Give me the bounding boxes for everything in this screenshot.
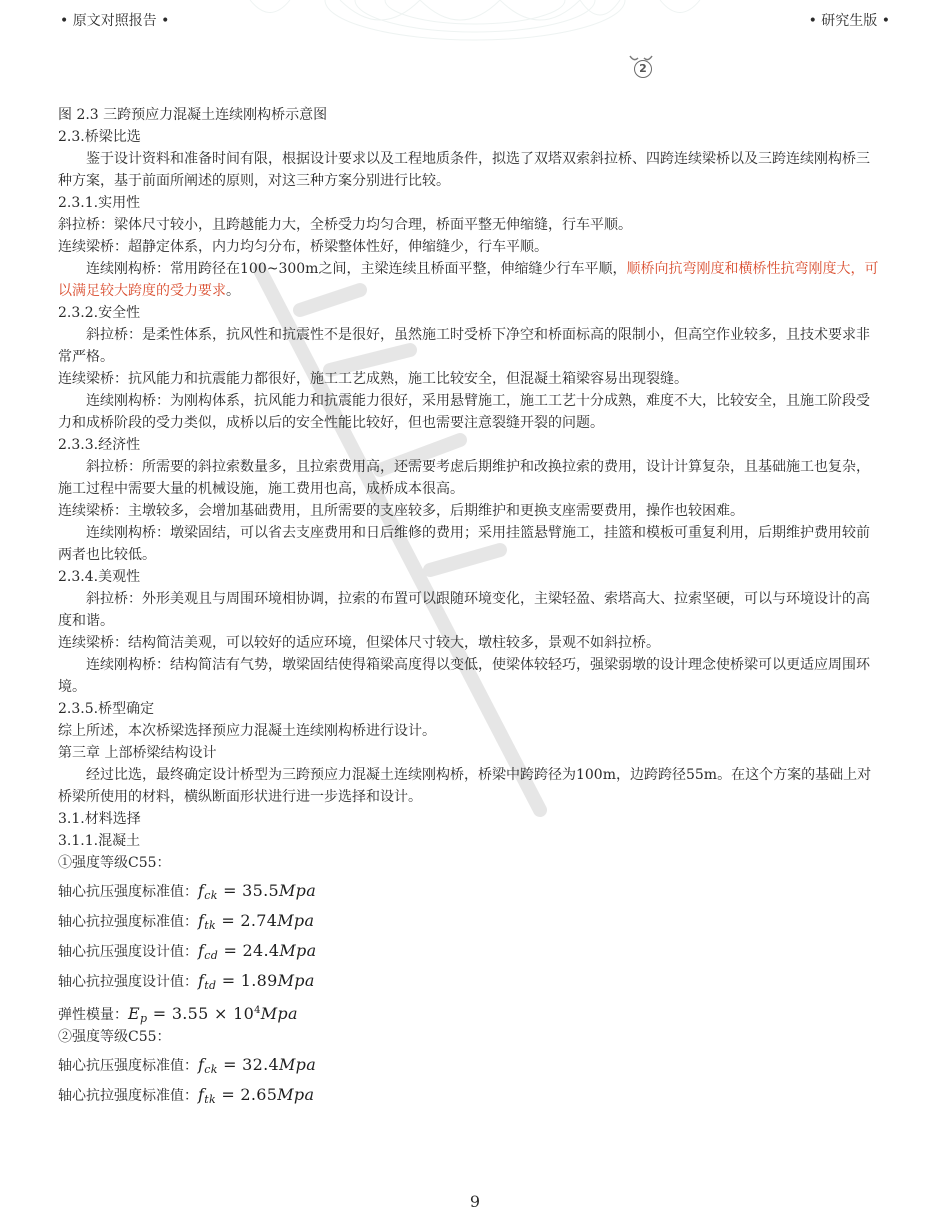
formula-expression: $f_{ck} = 32.4Mpa$ bbox=[198, 1055, 317, 1076]
highlighted-text: 顺桥向抗弯刚度和横桥性抗弯刚度大，可以满足较大跨度的受力要求 bbox=[58, 261, 879, 299]
section-heading: 3.1.材料选择 bbox=[58, 811, 141, 827]
formula-row bbox=[58, 1080, 880, 1110]
formula-label: 弹性模量： bbox=[58, 1007, 128, 1023]
formula-expression: $f_{ck} = 35.5Mpa$ bbox=[198, 881, 317, 902]
paragraph-econ-continuous: 连续梁桥：主墩较多，会增加基础费用，且所需要的支座较多，后期维护和更换支座需要费用，操作也较困难。 bbox=[58, 503, 744, 519]
paragraph-aes-cable: 斜拉桥：外形美观且与周围环境相协调，拉索的布置可以跟随环境变化，主梁轻盈、索塔高大、拉索坚硬，可以与环境设计的高度和谐。 bbox=[58, 591, 870, 629]
section-heading: 2.3.桥梁比选 bbox=[58, 129, 141, 145]
formula-row bbox=[58, 876, 880, 906]
paragraph-safety-cable: 斜拉桥：是柔性体系，抗风性和抗震性不是很好，虽然施工时受桥下净空和桥面标高的限制小，但高空作业较多，且技术要求非常严格。 bbox=[58, 327, 870, 365]
paragraph-econ-cable: 斜拉桥：所需要的斜拉索数量多，且拉索费用高，还需要考虑后期维护和改换拉索的费用，设计计算复杂，且基础施工也复杂，施工过程中需要大量的机械设施，施工费用也高，成桥成本很高。 bbox=[58, 459, 870, 497]
formula-expression: $f_{td} = 1.89Mpa$ bbox=[198, 971, 315, 992]
formula-label: 轴心抗拉强度标准值： bbox=[58, 914, 198, 930]
paragraph-tail: 。 bbox=[226, 283, 240, 299]
section-heading: 2.3.2.安全性 bbox=[58, 305, 141, 321]
paragraph-safety-rigid: 连续刚构桥：为刚构体系，抗风能力和抗震能力很好，采用悬臂施工，施工工艺十分成熟，难度不大，比较安全，且施工阶段受力和成桥阶段的受力类似，成桥以后的安全性能比较好，但也需要注意裂缝开裂的问题。 bbox=[58, 393, 870, 431]
section-heading: 2.3.1.实用性 bbox=[58, 195, 141, 211]
formula-label: 轴心抗压强度设计值： bbox=[58, 944, 198, 960]
formula-row bbox=[58, 1050, 880, 1080]
formula-expression: $f_{tk} = 2.65Mpa$ bbox=[198, 1085, 315, 1106]
paragraph-aes-rigid: 连续刚构桥：结构简洁有气势，墩梁固结使得箱梁高度得以变低，使梁体较轻巧，强梁弱墩的设计理念使桥梁可以更适应周围环境。 bbox=[58, 657, 870, 695]
section-heading: 2.3.4.美观性 bbox=[58, 569, 141, 585]
paragraph-safety-continuous: 连续梁桥：抗风能力和抗震能力都很好，施工工艺成熟，施工比较安全，但混凝土箱梁容易出现裂缝。 bbox=[58, 371, 688, 387]
grade-label: ①强度等级C55： bbox=[58, 855, 171, 871]
formula-label: 轴心抗压强度标准值： bbox=[58, 884, 198, 900]
formula-row bbox=[58, 936, 880, 966]
section-heading: 2.3.5.桥型确定 bbox=[58, 701, 155, 717]
formula-label: 轴心抗拉强度标准值： bbox=[58, 1088, 198, 1104]
formula-row bbox=[58, 966, 880, 996]
formula-row bbox=[58, 996, 880, 1026]
paragraph-practical-continuous: 连续梁桥：超静定体系，内力均匀分布，桥梁整体性好，伸缩缝少，行车平顺。 bbox=[58, 239, 548, 255]
paragraph-practical-rigid bbox=[58, 258, 880, 302]
chapter-title: 第三章 上部桥梁结构设计 bbox=[58, 745, 217, 761]
formula-expression: $f_{cd} = 24.4Mpa$ bbox=[198, 941, 317, 962]
report-type-label: • 原文对照报告 • bbox=[60, 13, 170, 29]
formula-label: 轴心抗压强度标准值： bbox=[58, 1058, 198, 1074]
paragraph-chapter-intro: 经过比选，最终确定设计桥型为三跨预应力混凝土连续刚构桥，桥梁中跨跨径为100m，边跨跨径55m。在这个方案的基础上对桥梁所使用的材料，横纵断面形状进行进一步选择和设计。 bbox=[58, 767, 872, 805]
paragraph-econ-rigid: 连续刚构桥：墩梁固结，可以省去支座费用和日后维修的费用；采用挂篮悬臂施工，挂篮和模板可重复利用，后期维护费用较前两者也比较低。 bbox=[58, 525, 870, 563]
formula-expression: $f_{tk} = 2.74Mpa$ bbox=[198, 911, 315, 932]
paragraph-intro: 鉴于设计资料和准备时间有限，根据设计要求以及工程地质条件，拟选了双塔双索斜拉桥、四跨连续梁桥以及三跨连续刚构桥三种方案，基于前面所阐述的原则，对这三种方案分别进行比较。 bbox=[58, 151, 870, 189]
section-heading: 3.1.1.混凝土 bbox=[58, 833, 141, 849]
section-heading: 2.3.3.经济性 bbox=[58, 437, 141, 453]
grade-label: ②强度等级C55： bbox=[58, 1029, 171, 1045]
paragraph-text: 连续刚构桥：常用跨径在100~300m之间，主梁连续且桥面平整，伸缩缝少行车平顺， bbox=[86, 261, 627, 277]
formula-label: 轴心抗拉强度设计值： bbox=[58, 974, 198, 990]
document-body bbox=[58, 104, 880, 1110]
page-number: 9 bbox=[469, 1192, 481, 1211]
figure-caption: 图 2.3 三跨预应力混凝土连续刚构桥示意图 bbox=[58, 107, 328, 123]
edition-label: • 研究生版 • bbox=[808, 13, 890, 29]
formula-expression: $E_p = 3.55 \times 10^4Mpa$ bbox=[128, 1004, 298, 1025]
paragraph-aes-continuous: 连续梁桥：结构简洁美观，可以较好的适应环境，但梁体尺寸较大，墩柱较多，景观不如斜拉桥。 bbox=[58, 635, 660, 651]
paragraph-practical-cable: 斜拉桥：梁体尺寸较小，且跨越能力大，全桥受力均匀合理，桥面平整无伸缩缝，行车平顺。 bbox=[58, 217, 632, 233]
badge-number: 2 bbox=[634, 60, 652, 78]
formula-row bbox=[58, 906, 880, 936]
paragraph-conclusion: 综上所述，本次桥梁选择预应力混凝土连续刚构桥进行设计。 bbox=[58, 723, 436, 739]
